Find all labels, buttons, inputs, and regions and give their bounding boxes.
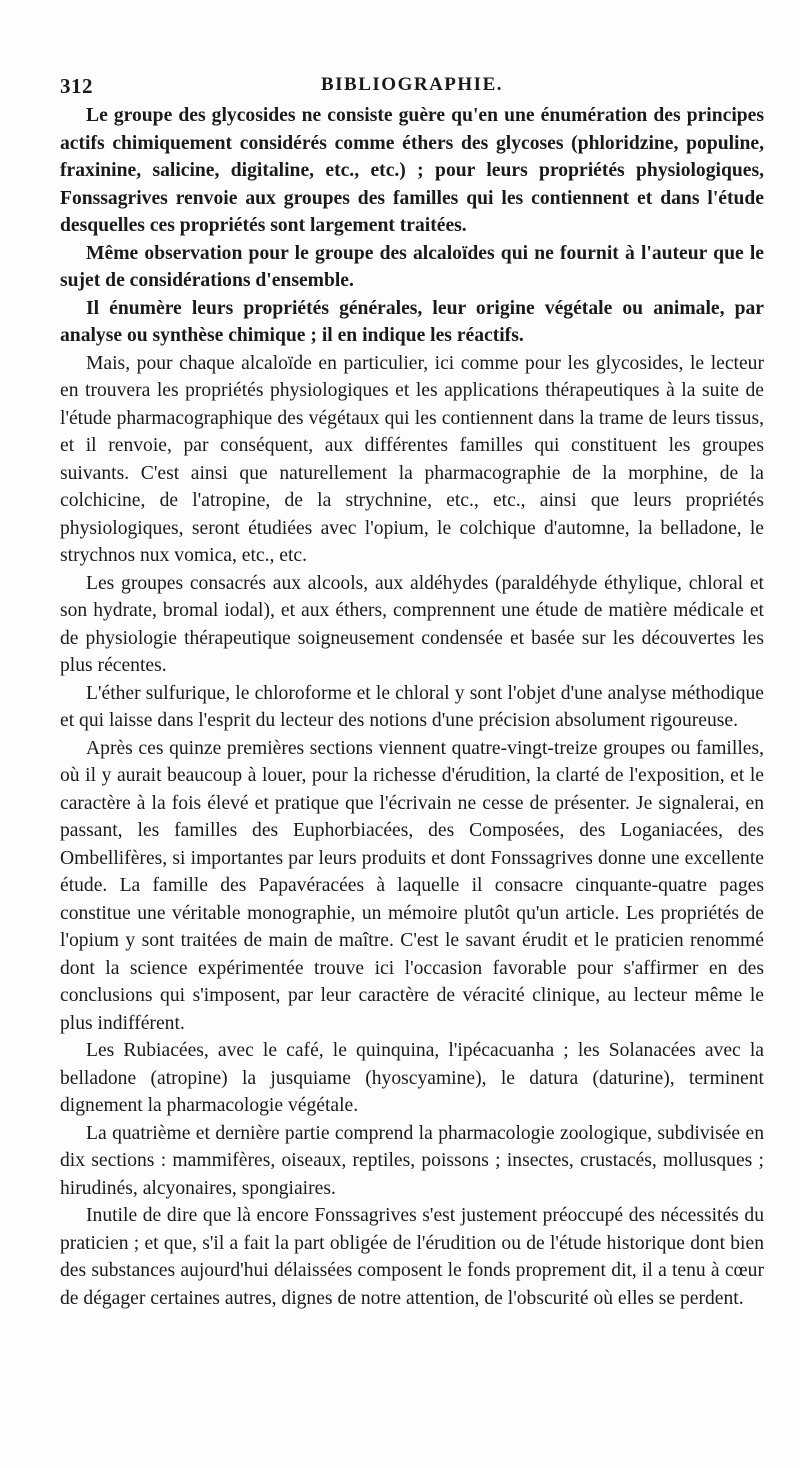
paragraph-alcaloide-particulier: Mais, pour chaque alcaloïde en particulier, ici comme pour les glycosides, le lecteur en trouvera les propriétés physiologiques et les applications thérapeutiques à la suite de l'étude pharmacographique des végétaux qui les contiennent dans la trame de leurs tissus, et il renvoie, par conséquent, aux différentes familles qui constituent les groupes suivants. C'est ainsi que naturellement la pharmacographie de la morphine, de la colchicine, de l'atropine, de la strychnine, etc., etc., ainsi que leurs propriétés physiologiques, seront étudiées avec l'opium, le colchique d'automne, la belladone, le strychnos nux vomica, etc., etc.: [60, 352, 764, 566]
paragraph-alcaloides: Même observation pour le groupe des alcaloïdes qui ne fournit à l'auteur que le sujet de considérations d'ensemble.: [60, 242, 764, 291]
page-number: 312: [60, 74, 93, 98]
page-header: [60, 68, 764, 102]
paragraph-proprietes-generales: Il énumère leurs propriétés générales, leur origine végétale ou animale, par analyse ou synthèse chimique ; il en indique les réactifs.: [60, 297, 764, 346]
paragraph-glycosides: Le groupe des glycosides ne consiste guère qu'en une énumération des principes actifs chimiquement considérés comme éthers des glycoses (phloridzine, populine, fraxinine, salicine, digitaline, etc., etc.) ; pour leurs propriétés physiologiques, Fonssagrives renvoie aux groupes des familles qui les contiennent et dans l'étude desquelles ces propriétés sont largement traitées.: [60, 105, 764, 236]
paragraph-alcools-ethers: Les groupes consacrés aux alcools, aux aldéhydes (paraldéhyde éthylique, chloral et son hydrate, bromal iodal), et aux éthers, comprennent une étude de matière médicale et de physiologie thérapeutique soigneusement condensée et basée sur les découvertes les plus récentes.: [60, 572, 764, 676]
paragraph-familles: Après ces quinze premières sections viennent quatre-vingt-treize groupes ou familles, où il y aurait beaucoup à louer, pour la richesse d'érudition, la clarté de l'exposition, et le caractère à la fois élevé et pratique que l'écrivain ne cesse de présenter. Je signalerai, en passant, les familles des Euphorbiacées, des Composées, des Loganiacées, des Ombellifères, si importantes par leurs produits et dont Fonssagrives donne une excellente étude. La famille des Papavéracées à laquelle il consacre cinquante-quatre pages constitue une véritable monographie, un mémoire plutôt qu'un article. Les propriétés de l'opium y sont traitées de main de maître. C'est le savant érudit et le praticien renommé dont la science expérimentée trouve ici l'occasion favorable pour s'affirmer en des conclusions qui s'imposent, par leur caractère de véracité clinique, au lecteur même le plus indifférent.: [60, 737, 764, 1034]
paragraph-conclusion: Inutile de dire que là encore Fonssagrives s'est justement préoccupé des nécessités du praticien ; et que, s'il a fait la part obligée de l'érudition ou de l'étude historique dont bien des substances aujourd'hui délaissées composent le fonds proprement dit, il a tenu à cœur de dégager certaines autres, dignes de notre attention, de l'obscurité où elles se perdent.: [60, 1205, 764, 1309]
paragraph-ether-chloroforme: L'éther sulfurique, le chloroforme et le chloral y sont l'objet d'une analyse méthodique et qui laisse dans l'esprit du lecteur des notions d'une précision absolument rigoureuse.: [60, 682, 764, 731]
running-title: BIBLIOGRAPHIE.: [320, 74, 503, 95]
paragraph-rubiacees: Les Rubiacées, avec le café, le quinquina, l'ipécacuanha ; les Solanacées avec la belladone (atropine) la jusquiame (hyoscyamine), le datura (daturine), terminent dignement la pharmacologie végétale.: [60, 1040, 764, 1116]
body-text: [60, 102, 764, 1312]
paragraph-pharmacologie-zoologique: La quatrième et dernière partie comprend la pharmacologie zoologique, subdivisée en dix sections : mammifères, oiseaux, reptiles, poissons ; insectes, crustacés, mollusques ; hirudinés, alcyonaires, spongiaires.: [60, 1122, 764, 1199]
